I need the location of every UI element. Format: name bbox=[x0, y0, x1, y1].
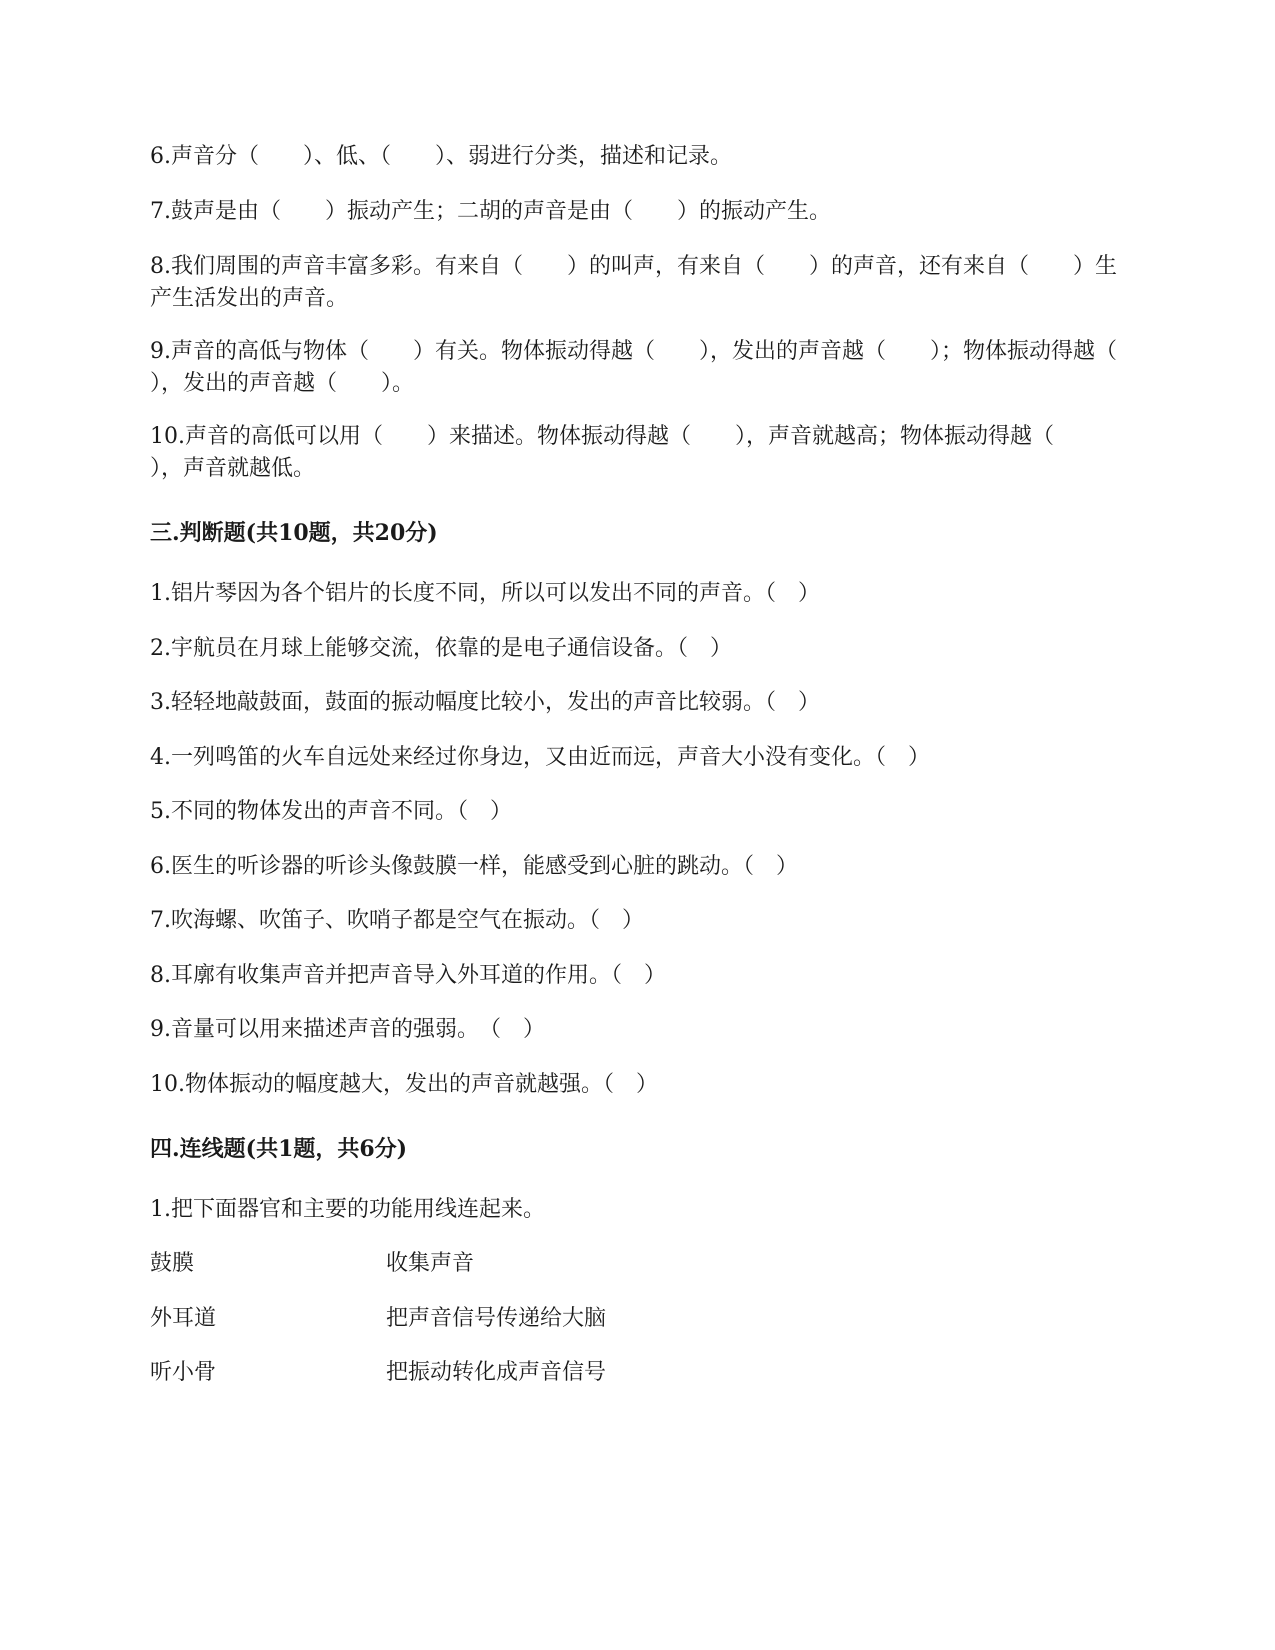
judge-question-10: 10.物体振动的幅度越大，发出的声音就越强。（ ） bbox=[150, 1072, 658, 1097]
match-organ-ear-canal: 外耳道 bbox=[150, 1306, 217, 1331]
fill-in-question-6: 6.声音分（ ）、低、（ ）、弱进行分类，描述和记录。 bbox=[150, 144, 732, 169]
judge-question-2: 2.宇航员在月球上能够交流，依靠的是电子通信设备。（ ） bbox=[150, 636, 732, 661]
judge-question-8: 8.耳廓有收集声音并把声音导入外耳道的作用。（ ） bbox=[150, 963, 666, 988]
fill-in-question-9: 9.声音的高低与物体（ ）有关。物体振动得越（ ），发出的声音越（ ）；物体振动得越（ ），发出的声音越（ ）。 bbox=[150, 339, 1162, 396]
fill-in-question-8: 8.我们周围的声音丰富多彩。有来自（ ）的叫声，有来自（ ）的声音，还有来自（ ）生产生活发出的声音。 bbox=[150, 254, 1117, 311]
match-function-collect-sound: 收集声音 bbox=[386, 1251, 475, 1276]
match-question: 1.把下面器官和主要的功能用线连起来。 bbox=[150, 1197, 545, 1222]
fill-in-question-7: 7.鼓声是由（ ）振动产生；二胡的声音是由（ ）的振动产生。 bbox=[150, 199, 831, 224]
judge-question-1: 1.铝片琴因为各个铝片的长度不同，所以可以发出不同的声音。（ ） bbox=[150, 581, 820, 606]
judge-section-heading: 三.判断题(共10题，共20分) bbox=[150, 520, 438, 546]
match-function-transmit-to-brain: 把声音信号传递给大脑 bbox=[386, 1306, 607, 1331]
judge-question-9: 9.音量可以用来描述声音的强弱。 （ ） bbox=[150, 1017, 545, 1042]
match-function-convert-vibration: 把振动转化成声音信号 bbox=[386, 1360, 607, 1385]
judge-question-5: 5.不同的物体发出的声音不同。（ ） bbox=[150, 799, 512, 824]
match-organ-ossicles: 听小骨 bbox=[150, 1360, 217, 1385]
fill-in-question-10: 10.声音的高低可以用（ ）来描述。物体振动得越（ ），声音就越高；物体振动得越（ ），声音就越低。 bbox=[150, 424, 1099, 481]
judge-question-7: 7.吹海螺、吹笛子、吹哨子都是空气在振动。（ ） bbox=[150, 908, 644, 933]
match-section-heading: 四.连线题(共1题，共6分) bbox=[150, 1136, 408, 1162]
judge-question-3: 3.轻轻地敲鼓面，鼓面的振动幅度比较小，发出的声音比较弱。（ ） bbox=[150, 690, 820, 715]
match-organ-eardrum: 鼓膜 bbox=[150, 1251, 195, 1276]
judge-question-4: 4.一列鸣笛的火车自远处来经过你身边，又由近而远，声音大小没有变化。（ ） bbox=[150, 745, 930, 770]
judge-question-6: 6.医生的听诊器的听诊头像鼓膜一样，能感受到心脏的跳动。（ ） bbox=[150, 854, 798, 879]
